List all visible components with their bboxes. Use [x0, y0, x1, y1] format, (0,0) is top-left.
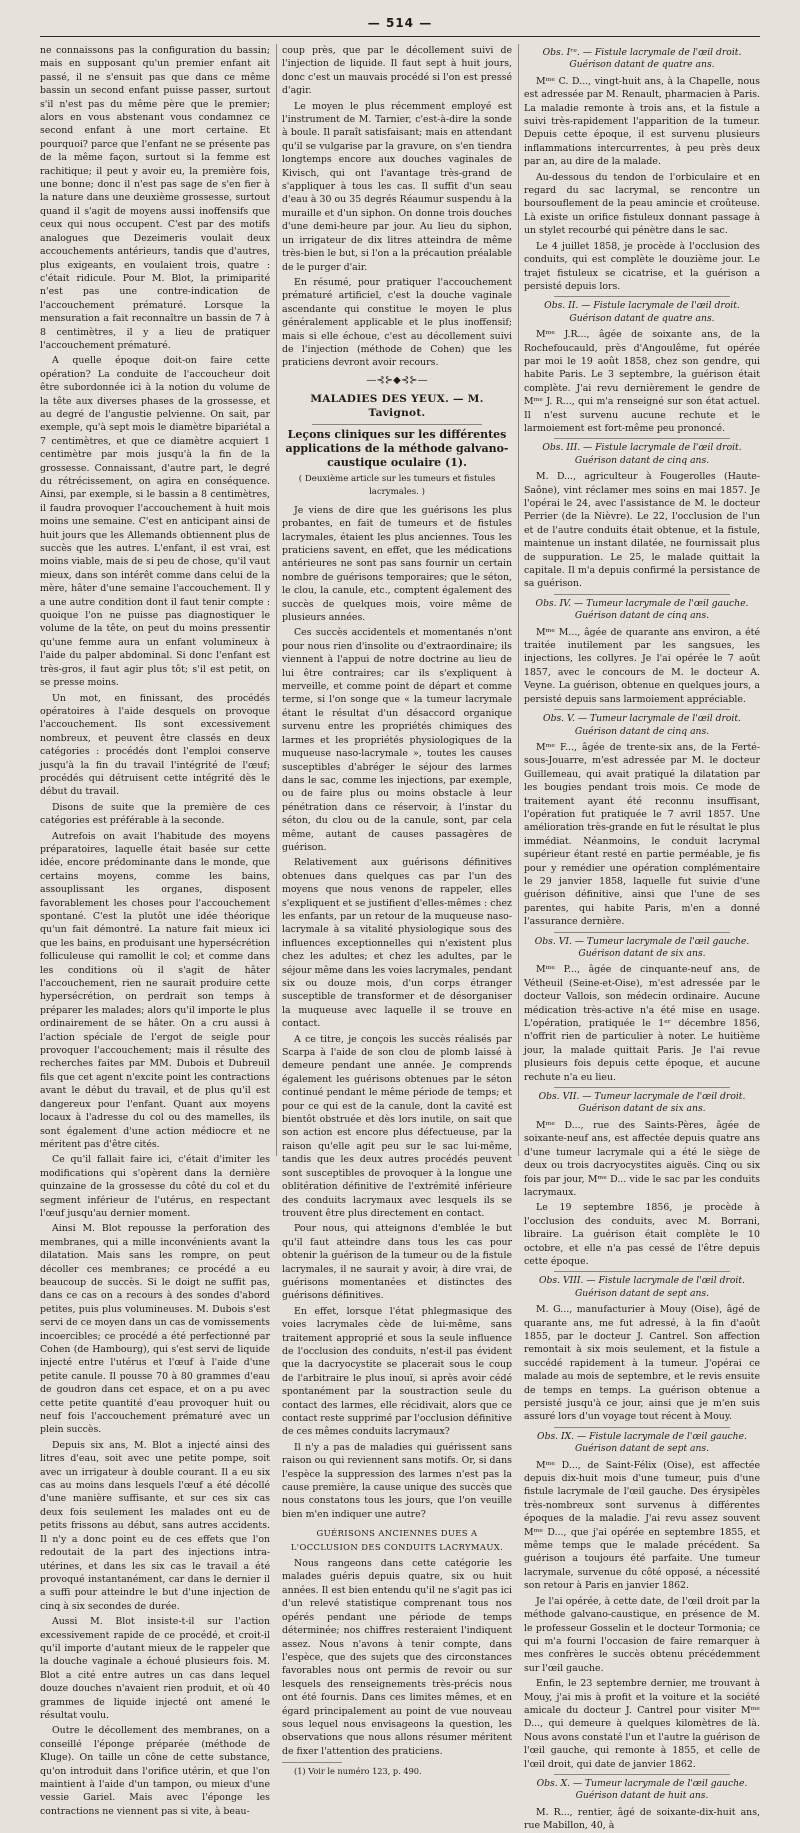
paragraph: Autrefois on avait l'habitude des moyens préparatoires, laquelle était basée sur cette idée, encore prédominante dans le monde, que certains moyens, comme les bains, assouplissant les organes, disposent favorablement les choses pour l'accouchement spontané. C'est la plutôt une idée théorique qu'un fait démontré. La nature fait mieux ici que les bains, en produisant une hypersécrétion folliculeuse qui ramollit le col; et comme dans les conditions où il s'agit de hâter l'accouchement, rien ne saurait produire cette hypersécrétion, on perdrait son temps à préparer les malades; alors qu'il importe le plus ordinairement de se hâter. On a cru aussi à l'action spéciale de l'ergot de seigle pour provoquer l'accouchement; mais il résulte des recherches faites par MM. Dubois et Dubreuil fils que cet agent n'excite point les contractions avant le début du travail, et de plus qu'il est dangereux pour l'enfant. Quant aux moyens locaux à l'adresse du col ou des mamelles, ils sont également d'une action médiocre et ne méritent pas d'être cités. [40, 830, 270, 1150]
paragraph: Ce qu'il fallait faire ici, c'était d'imiter les modifications qui s'opèrent dans la dernière quinzaine de la grossesse du côté du col et du segment inférieur de l'utérus, en respectant l'œuf jusqu'au dernier moment. [40, 1154, 270, 1219]
observation-title: Obs. VII. — Tumeur lacrymale de l'œil droit. Guérison datant de six ans. [538, 1091, 746, 1115]
footnote-divider [282, 1762, 342, 1763]
divider [554, 594, 730, 595]
column-2 [282, 44, 512, 1777]
divider [554, 1774, 730, 1775]
paragraph: Ces succès accidentels et momentanés n'ont pour nous rien d'insolite ou d'extraordinaire; ils viennent à l'appui de notre doctrine au lieu de lui être contraires; car ils s'expliquent à merveille, et comme point de départ et comme terme, si l'on songe que « la tumeur lacrymale étant le résultat d'un désaccord organique survenu entre les propriétés chimiques des larmes et les propriétés physiologiques de la muqueuse naso-lacrymale », toutes les causes susceptibles d'abréger le séjour des larmes dans le sac, comme les injections, par exemple, ou de faire plus ou moins obstacle à leur pénétration dans ce réservoir, à l'instar du séton, du clou ou de la canule, sont, par cela même, autant de causes passagères de guérison. [282, 627, 512, 853]
observation-title: Obs. Iʳᵉ. — Fistule lacrymale de l'œil droit. Guérison datant de quatre ans. [542, 47, 742, 71]
paragraph: Ainsi M. Blot repousse la perforation des membranes, qui a mille inconvénients avant la dilatation. Mais sans les rompre, on peut décoller ces membranes; ce procédé a eu beaucoup de succès. Si le doigt ne suffit pas, dans ce cas on a recours à des sondes d'abord petites, puis plus volumineuses. M. Dubois s'est servi de ce moyen dans un cas de vomissements incoercibles; ce procédé a été perfectionné par Cohen (de Hambourg), qui s'est servi de liquide injecté entre l'utérus et l'œuf à l'aide d'une petite canule. Il pousse 70 à 80 grammes d'eau de goudron dans cet espace, et on a pu avec cette petite quantité d'eau provoquer huit ou neuf fois l'accouchement prématuré avec un plein succès. [40, 1223, 270, 1436]
paragraph: coup près, que par le décollement suivi de l'injection de liquide. Il faut sept à huit jours, donc c'est un mauvais procédé si l'on est pressé d'agir. [282, 45, 512, 97]
paragraph: Nous rangeons dans cette catégorie les malades guéris depuis quatre, six ou huit années. Il est bien entendu qu'il ne s'agit pas ici d'un relevé statistique comprenant tous nos opérés pendant une période de temps déterminée; nos chiffres resteraient l'indiquent assez. Nous n'avons à tenir compte, dans l'espèce, que des sujets que des circonstances favorables nous ont permis de revoir ou sur lesquels des renseignements très-précis nous ont été fournis. Dans ces limites mêmes, et en égard principalement au point de vue nouveau sous lequel nous envisageons la question, les observations que nous allons résumer méritent de fixer l'attention des praticiens. [282, 1558, 512, 1757]
paragraph: A quelle époque doit-on faire cette opération? La conduite de l'accoucheur doit être subordonnée ici à la notion du volume de la tête aux diverses phases de la grossesse, et au degré de l'angustie pelvienne. On sait, par exemple, qu'à sept mois le diamètre bipariétal a 7 centimètres, et que ce diamètre acquiert 1 centimètre par mois jusqu'à la fin de la grossesse. Connaissant, d'autre part, le degré du rétrécissement, on agira en conséquence. Ainsi, par exemple, si le bassin a 8 centimètres, il faudra provoquer l'accouchement à huit mois moins une semaine. C'est en anticipant ainsi de huit jours que les Allemands obtiennent plus de succès que les autres. L'enfant, il est vrai, est moins viable, mais de si peu de chose, qu'il vaut mieux, dans son intérêt comme dans celui de la mère, hâter d'une semaine l'accouchement. Il y a une autre condition dont il faut tenir compte : quoique l'on ne puisse pas diagnostiquer le volume de la tête, on peut du moins pressentir qu'une femme aura un enfant volumineux à l'aide du palper abdominal. Si donc l'enfant est très-gros, il faut agir plus tôt; s'il est petit, on se presse moins. [40, 355, 270, 689]
observation-title: Obs. IX. — Fistule lacrymale de l'œil gauche. Guérison datant de sept ans. [537, 1430, 747, 1455]
section-title: MALADIES DES YEUX. — M. Tavignot. [310, 393, 484, 419]
observation-text: Le 19 septembre 1856, je procède à l'occlusion des conduits, avec M. Borrani, libraire. La guérison était complète le 10 octobre, et elle n'a pas cessé de l'être depuis cette époque. [524, 1202, 760, 1267]
observation-text: Mᵐᵉ J.R..., âgée de soixante ans, de la Rochefoucauld, près d'Angoulême, fut opérée par moi le 19 août 1858, chez son gendre, qui habite Paris. Le 3 septembre, la guérison était complète. J'ai revu dernièrement le gendre de Mᵐᵉ J. R..., qui m'a renseigné sur son état actuel. Il n'est survenu aucune rechute et le larmoiement est fort-même peu prononcé. [524, 329, 760, 434]
observation-title: Obs. II. — Fistule lacrymale de l'œil droit. Guérison datant de quatre ans. [544, 300, 740, 324]
observation-title: Obs. IV. — Tumeur lacrymale de l'œil gauche. Guérison datant de cinq ans. [535, 597, 749, 622]
paragraph: Le moyen le plus récemment employé est l'instrument de M. Tarnier, c'est-à-dire la sonde à boule. Il paraît satisfaisant; mais en attendant qu'il se vulgarise par la gravure, on s'en tiendra longtemps encore aux douches vaginales de Kivisch, qui ont l'avantage très-grand de s'appliquer à tous les cas. Il suffit d'un seau d'eau à 30 ou 35 degrés Réaumur suspendu à la muraille et d'un siphon. On donne trois douches d'une demi-heure par jour. Au lieu du siphon, un irrigateur de dix litres atteindra de même très-bien le but, si l'on a la précaution préalable de le purger d'air. [282, 100, 512, 273]
paragraph: Disons de suite que la première de ces catégories est préférable à la seconde. [40, 801, 270, 827]
paragraph: Depuis six ans, M. Blot a injecté ainsi des litres d'eau, soit avec une petite pompe, soit avec un irrigateur à double courant. Il a eu six cas au moins dans lesquels l'œuf a été décollé d'une manière suffisante, et sur ces six cas deux fois seulement les malades ont eu de petits frissons au début, sans autres accidents. Il n'y a donc point eu de ces effets que l'on redoutait de la part des injections intra-utérines, et dans les six cas le travail a été provoqué instantanément, car dans le dernier il a suffi pour atteindre le but d'une injection de cinq à six secondes de durée. [40, 1439, 270, 1612]
observation-title: Obs. III. — Fistule lacrymale de l'œil droit. Guérison datant de cinq ans. [542, 442, 742, 466]
divider [554, 1087, 730, 1088]
paragraph: Je viens de dire que les guérisons les plus probantes, en fait de tumeurs et de fistules lacrymales, étaient les plus anciennes. Tous les praticiens savent, en effet, que les médications antérieures ne sont pas sans fournir un certain nombre de guérisons temporaires; que le séton, le clou, la canule, etc., comptent également des succès de quelques mois, voire même de plusieurs années. [282, 504, 512, 624]
observation-text: Enfin, le 23 septembre dernier, me trouvant à Mouy, j'ai mis à profit et la voiture et la société amicale du docteur J. Cantrel pour visiter Mᵐᵉ D..., qui demeure à quelques kilomètres de là. Nous avons constaté l'un et l'autre la guérison de l'œil gauche, qui remonte à 1855, et celle de l'œil droit, qui date de janvier 1862. [524, 1678, 760, 1770]
divider [312, 424, 482, 425]
observation-text: Au-dessous du tendon de l'orbiculaire et en regard du sac lacrymal, se rencontre un boursouflement de la peau amincie et croûteuse. Là existe un orifice fistuleux donnant passage à un stylet recourbé qui pénètre dans le sac. [524, 171, 760, 237]
observation-text: Je l'ai opérée, à cette date, de l'œil droit par la méthode galvano-caustique, en présence de M. le professeur Gosselin et le docteur Tormonia; ce qui m'a fourni l'occasion de faire remarquer à mes confrères le succès obtenu précédemment sur l'œil gauche. [524, 1595, 760, 1674]
observation-text: Mᵐᵉ D..., de Saint-Félix (Oise), est affectée depuis dix-huit mois d'une tumeur, puis d'une fistule lacrymale de l'œil gauche. Des érysipèles très-nombreux sont survenus à différentes époques de la maladie. J'ai revu assez souvent Mᵐᵉ D..., que j'ai opérée en septembre 1855, et même temps que le malade précédent. Sa guérison a toujours été parfaite. Une tumeur lacrymale, survenue du côté opposé, a nécessité son retour à Paris en janvier 1862. [524, 1459, 760, 1592]
paragraph: Aussi M. Blot insiste-t-il sur l'action excessivement rapide de ce procédé, et croit-il qu'il importe d'autant mieux de le rappeler que la douche vaginale a échoué plusieurs fois. M. Blot a cité entre autres un cas dans lequel douze douches n'avaient rien produit, et où 40 grammes de liquide injecté ont amené le résultat voulu. [40, 1616, 270, 1721]
divider [554, 1427, 730, 1428]
column-1 [40, 44, 270, 1817]
column-3 [524, 44, 760, 1832]
page-header [40, 16, 760, 37]
paragraph: Pour nous, qui atteignons d'emblée le but qu'il faut atteindre dans tous les cas pour obtenir la guérison de la tumeur ou de la fistule lacrymales, il ne saurait y avoir, à dire vrai, de guérisons momentanées et distinctes des guérisons définitives. [282, 1223, 512, 1302]
paragraph: En résumé, pour pratiquer l'accouchement prématuré artificiel, c'est la douche vaginale ascendante qui constitue le moyen le plus généralement applicable et le plus inoffensif; mais si elle échoue, c'est au décollement suivi de l'injection (méthode de Cohen) que les praticiens devront avoir recours. [282, 276, 512, 369]
paragraph: Outre le décollement des membranes, on a conseillé l'éponge préparée (méthode de Kluge). On taille un cône de cette substance, qu'on introduit dans l'orifice utérin, et que l'on maintient à l'aide d'un tampon, ou mieux d'une vessie Gariel. Mais avec l'éponge les contractions ne viennent pas si vite, à beau- [40, 1725, 270, 1817]
divider [554, 296, 730, 297]
observation-text: Le 4 juillet 1858, je procède à l'occlusion des conduits, qui est complète le douzième jour. Le trajet fistuleux se cicatrise, et la guérison a persisté depuis lors. [524, 240, 760, 292]
paragraph: A ce titre, je conçois les succès réalisés par Scarpa à l'aide de son clou de plomb laissé à demeure pendant une année. Je comprends également les guérisons obtenues par le séton continué pendant le même période de temps; et pour ce qui est de la canule, dont la cavité est bientôt obstruée et dès lors inutile, on sait que son action est encore plus défectueuse, par la raison qu'elle agit peu sur le sac lui-même, tandis que les deux autres procédés peuvent sont susceptibles de provoquer à la longue une oblitération définitive de l'extrémité inférieure des conduits lacrymaux avec lesquels ils se trouvent être plus directement en contact. [282, 1033, 512, 1219]
observation-title: Obs. V. — Tumeur lacrymale de l'œil droit. Guérison datant de cinq ans. [543, 713, 741, 737]
divider [554, 709, 730, 710]
page-number: — 514 — [367, 16, 433, 30]
observation-title: Obs. VI. — Tumeur lacrymale de l'œil gauche. Guérison datant de six ans. [534, 935, 750, 959]
divider [554, 932, 730, 933]
observation-text: M. R..., rentier, âgé de soixante-dix-huit ans, rue Mabillon, 40, à [524, 1806, 760, 1832]
observation-text: Mᵐᵉ P..., âgée de cinquante-neuf ans, de Vétheuil (Seine-et-Oise), m'est adressée par le docteur Vallois, son médecin ordinaire. Aucune médication très-active n'a été mise en usage. L'opération, pratiquée le 1ᵉʳ décembre 1856, n'offrit rien de particulier à noter. Le huitième jour, la malade quittait Paris. Je l'ai revue plusieurs fois depuis cette époque, et aucune rechute n'a eu lieu. [524, 964, 760, 1083]
observation-text: Mᵐᵉ D..., rue des Saints-Pères, âgée de soixante-neuf ans, est affectée depuis quatre ans d'une tumeur lacrymale qui a été le siège de deux ou trois dacryocystites aiguës. Cinq ou six fois par jour, Mᵐᵉ D... vide le sac par les conduits lacrymaux. [524, 1119, 760, 1198]
observation-text: M. D..., agriculteur à Fougerolles (Haute-Saône), vint réclamer mes soins en mai 1857. Je l'opérai le 24, avec l'assistance de M. le docteur Perrier (de la Nièvre). Le 22, l'occlusion de l'un et de l'autre conduits était obtenue, et la fistule, maintenue un instant dilatée, ne fournissait plus de suppuration. Le 25, le malade quittait la capitale. Il m'a depuis confirmé la persistance de sa guérison. [524, 471, 760, 590]
divider [554, 438, 730, 439]
section-subtitle: Leçons cliniques sur les différentes applications de la méthode galvano-caustique oculaire (1). [285, 427, 509, 469]
section-note: ( Deuxième article sur les tumeurs et fistules lacrymales. ) [298, 473, 496, 498]
paragraph: Il n'y a pas de maladies qui guérissent sans raison ou qui reviennent sans motifs. Or, si dans l'espèce la suppression des larmes n'est pas la cause première, la cause unique des succès que nous constatons tous les jours, que l'on veuille bien m'en indiquer une autre? [282, 1441, 512, 1520]
observation-text: Mᵐᵉ F..., âgée de trente-six ans, de la Ferté-sous-Jouarre, m'est adressée par M. le docteur Guillemeau, qui avait pratiqué la dilatation par les bougies pendant trois mois. Ce mode de traitement ayant été reconnu insuffisant, l'opération fut pratiquée le 7 avril 1857. Une amélioration très-grande en fut le résultat le plus immédiat. Néanmoins, le conduit lacrymal supérieur étant resté en partie perméable, je fis pour y remédier une opération complémentaire le 29 janvier 1858, laquelle fut suivie d'une guérison définitive, ainsi que l'une de ses parentes, qui habite Paris, m'en a donné l'assurance dernière. [524, 741, 760, 928]
paragraph: Relativement aux guérisons définitives obtenues dans quelques cas par l'un des moyens que nous venons de rappeler, elles s'expliquent et se justifient d'elles-mêmes : chez les enfants, par un retour de la muqueuse naso-lacrymale à sa vitalité physiologique sous des influences exceptionnelles qui n'existent plus chez les adultes; et chez les adultes, par le séjour même dans les voies lacrymales, pendant six ou douze mois, d'un corps étranger susceptible de transformer et de désorganiser la muqueuse avec laquelle il se trouve en contact. [282, 857, 512, 1030]
observation-text: Mᵐᵉ C. D..., vingt-huit ans, à la Chapelle, nous est adressée par M. Renault, pharmacien à Paris. La maladie remonte à trois ans, et la fistule a suivi très-rapidement l'apparition de la tumeur. Depuis cette époque, il est survenu plusieurs inflammations intercurrentes, à peu près deux par an, au dire de la malade. [524, 75, 760, 168]
paragraph: Un mot, en finissant, des procédés opératoires à l'aide desquels on provoque l'accouchement. Ils sont excessivement nombreux, et peuvent être classés en deux catégories : procédés dont l'emploi conserve jusqu'à la fin du travail l'intégrité de l'œuf; procédés qui détruisent cette intégrité dès le début du travail. [40, 692, 270, 798]
footnote: (1) Voir le numéro 123, p. 490. [294, 1766, 422, 1777]
divider [554, 1271, 730, 1272]
observation-title: Obs. X. — Tumeur lacrymale de l'œil gauche. Guérison datant de huit ans. [536, 1777, 748, 1802]
column-divider [276, 44, 277, 1156]
subsection-heading: GUÉRISONS ANCIENNES DUES A L'OCCLUSION DES CONDUITS LACRYMAUX. [290, 1528, 504, 1552]
observation-text: M. G..., manufacturier à Mouy (Oise), âgé de quarante ans, me fut adressé, à la fin d'août 1855, par le docteur J. Cantrel. Son affection remontait à six mois seulement, et la fistule a succédé rapidement à la tumeur. J'opérai ce malade au mois de septembre, et le revis ensuite de temps en temps. La guérison obtenue a persisté jusqu'à ce jour, ainsi que je m'en suis assuré lors d'un voyage tout récent à Mouy. [524, 1304, 760, 1423]
ornament-divider: —⊰⊱◆⊰⊱— [366, 374, 428, 386]
paragraph: En effet, lorsque l'état phlegmasique des voies lacrymales cède de lui-même, sans traitement approprié et sous la seule influence de l'occlusion des conduits, n'est-il pas évident que la dacryocystite se placerait sous le coup de l'arbitraire le plus inouï, si après avoir cédé spontanément par la soustraction seule du contact des larmes, elle récidivait, alors que ce contact reste supprimé par l'occlusion définitive de ces mêmes conduits lacrymaux? [282, 1305, 512, 1438]
observation-title: Obs. VIII. — Fistule lacrymale de l'œil droit. Guérison datant de sept ans. [539, 1275, 745, 1299]
observation-text: Mᵐᵉ M..., âgée de quarante ans environ, a été traitée inutilement par les sangsues, les injections, les collyres. Je l'ai opérée le 7 août 1857, avec le concours de M. le docteur A. Veyne. La guérison, obtenue en quelques jours, a persisté depuis sans larmoiement appréciable. [524, 626, 760, 705]
column-divider [518, 44, 519, 1156]
paragraph: ne connaissons pas la configuration du bassin; mais en supposant qu'un premier enfant ait passé, il ne s'ensuit pas que dans ce même bassin un second enfant puisse passer, surtout s'il n'est pas du même père que le premier; alors en vous abstenant vous condamnez ce second enfant à une mort certaine. Et pourquoi? parce que l'enfant ne se présente pas de la même façon, surtout si la femme est rachitique; il peut y avoir eu, la première fois, une bonne; donc il n'est pas sage de s'en fier à la nature dans une deuxième grossesse, surtout quand il s'agit de moyens aussi inoffensifs que ceux qui nous occupent. C'est par des motifs analogues que Dezeimeris voulait deux accouchements antérieurs, tandis que d'autres, plus exigeants, en voulaient trois, quatre : c'était ridicule. Pour M. Blot, la primiparité n'est pas une contre-indication de l'accouchement prématuré. Lorsque la mensuration a fait reconnaître un bassin de 7 à 8 centimètres, il y a lieu de pratiquer l'accouchement prématuré. [40, 45, 270, 351]
